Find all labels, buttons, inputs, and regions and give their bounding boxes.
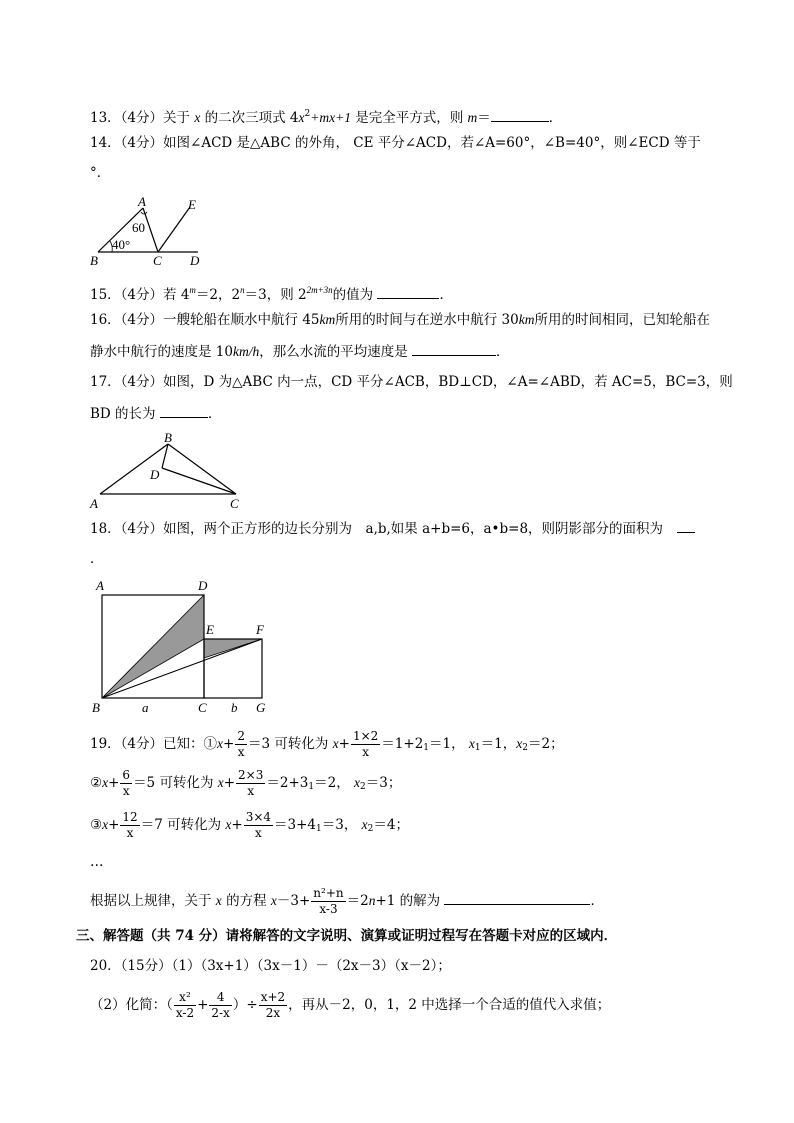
q18-label-c: C bbox=[198, 700, 207, 715]
section-3-heading: 三、解答题（共 74 分）请将解答的文字说明、演算或证明过程写在答题卡对应的区域内． bbox=[76, 928, 618, 944]
q19-answer-blank[interactable] bbox=[444, 890, 590, 905]
q17-answer-blank[interactable] bbox=[160, 403, 208, 418]
q18-label-b: B bbox=[92, 700, 100, 715]
line-dc bbox=[162, 468, 236, 494]
q17-label-b: B bbox=[164, 430, 172, 445]
q18-figure bbox=[86, 578, 276, 718]
line-bc bbox=[168, 444, 236, 494]
q14-angle-40: 40° bbox=[112, 237, 131, 252]
line-ac bbox=[143, 208, 158, 252]
q14-label-c: C bbox=[153, 253, 162, 268]
q14-angle-60: 60 bbox=[132, 220, 145, 235]
q19-dots: … bbox=[90, 854, 104, 870]
q19-row1: 19．（4分）已知：①x+ $\frac{2}{x}$ ＝3 可转化为 x+ $\frac{1\times 2}{x}$ $=1+2_1=1$， $x_1=1$，$x_2=2$； bbox=[90, 729, 564, 759]
q17-line2: BD 的长为 ． bbox=[90, 403, 221, 424]
q18: 18．（4分）如图，两个正方形的边长分别为 a,b,如果 a+b=6，a•b=8，则阴影部分的面积为 bbox=[90, 518, 695, 539]
shaded-triangle-bdh bbox=[102, 595, 204, 698]
q14-figure bbox=[86, 192, 216, 268]
q19-row3: ③x+ $\frac{12}{x}$ ＝7 可转化为 x+ $\frac{3\times 4}{x}$ $=3+4_1=3$， $x_2=4$； bbox=[90, 810, 409, 840]
q18-label-g: G bbox=[256, 700, 266, 715]
q14-label-d: D bbox=[190, 253, 200, 268]
q19-row2: ②x+ $\frac{6}{x}$ ＝5 可转化为 x+ $\frac{2\times 3}{x}$ $=2+3_1=2$， $x_2=3$； bbox=[90, 768, 402, 798]
line-ce bbox=[158, 207, 190, 252]
q17-label-a: A bbox=[90, 496, 98, 511]
q14-label-b: B bbox=[90, 253, 98, 268]
q15-answer-blank[interactable] bbox=[377, 284, 439, 299]
q17: 17．（4分）如图，D 为△ABC 内一点，CD 平分∠ACB，BD⊥CD，∠A=∠ABD，若 AC=5，BC=3，则 bbox=[90, 374, 733, 390]
q17-label-c: C bbox=[230, 496, 239, 511]
q18-label-d: D bbox=[198, 578, 208, 593]
q14-label-e: E bbox=[188, 197, 196, 212]
q13: 13．（4分）关于 x 的二次三项式 $4x^2+mx+1$ 是完全平方式，则 m＝ ． bbox=[90, 109, 563, 126]
q18-label-b-side: b bbox=[231, 700, 238, 715]
q13-answer-blank[interactable] bbox=[491, 107, 549, 122]
q20-part2: （2）化简：（ $\frac{\text{x²}}{x-2}$ + $\frac{4}{2-x}$ ）÷ $\frac{x+2}{2x}$ ，再从－2，0，1，2 中选择一个合适的值代入求值； bbox=[90, 990, 611, 1020]
q17-figure bbox=[86, 428, 246, 514]
q14: 14．（4分）如图∠ACD 是△ABC 的外角， CE 平分∠ACD，若∠A=60°，∠B=40°，则∠ECD 等于 bbox=[90, 135, 701, 151]
q18-label-a-side: a bbox=[142, 700, 149, 715]
q18-label-f: F bbox=[256, 622, 264, 637]
q16-line2: 静水中航行的速度是 10km/h，那么水流的平均速度是 ． bbox=[90, 341, 510, 362]
q14-line2: °． bbox=[90, 165, 111, 181]
q20-part1: 20．（15分）（1）（3x+1）（3x－1）－（2x－3）（x－2）； bbox=[90, 958, 451, 974]
q18-label-e: E bbox=[206, 622, 214, 637]
q18-label-a: A bbox=[96, 578, 104, 593]
q16-answer-blank[interactable] bbox=[412, 341, 496, 356]
q19-last: 根据以上规律，关于 x 的方程 x－3+ $\frac{\text{n²+n}}{x-3}$ ＝2n+1 的解为 ． bbox=[90, 886, 604, 916]
q18-line2: ． bbox=[90, 551, 104, 567]
q17-label-d: D bbox=[150, 467, 160, 482]
q14-label-a: A bbox=[138, 194, 146, 209]
q18-answer-blank[interactable] bbox=[677, 518, 695, 533]
q16: 16．（4分）一艘轮船在顺水中航行 45km所用的时间与在逆水中航行 30km所用的时间相同，已知轮船在 bbox=[90, 312, 710, 328]
q15: 15．（4分）若 $4^m=2$，$2^n=3$，则 $2^{2m+3n}$的值为 ． bbox=[90, 285, 453, 303]
